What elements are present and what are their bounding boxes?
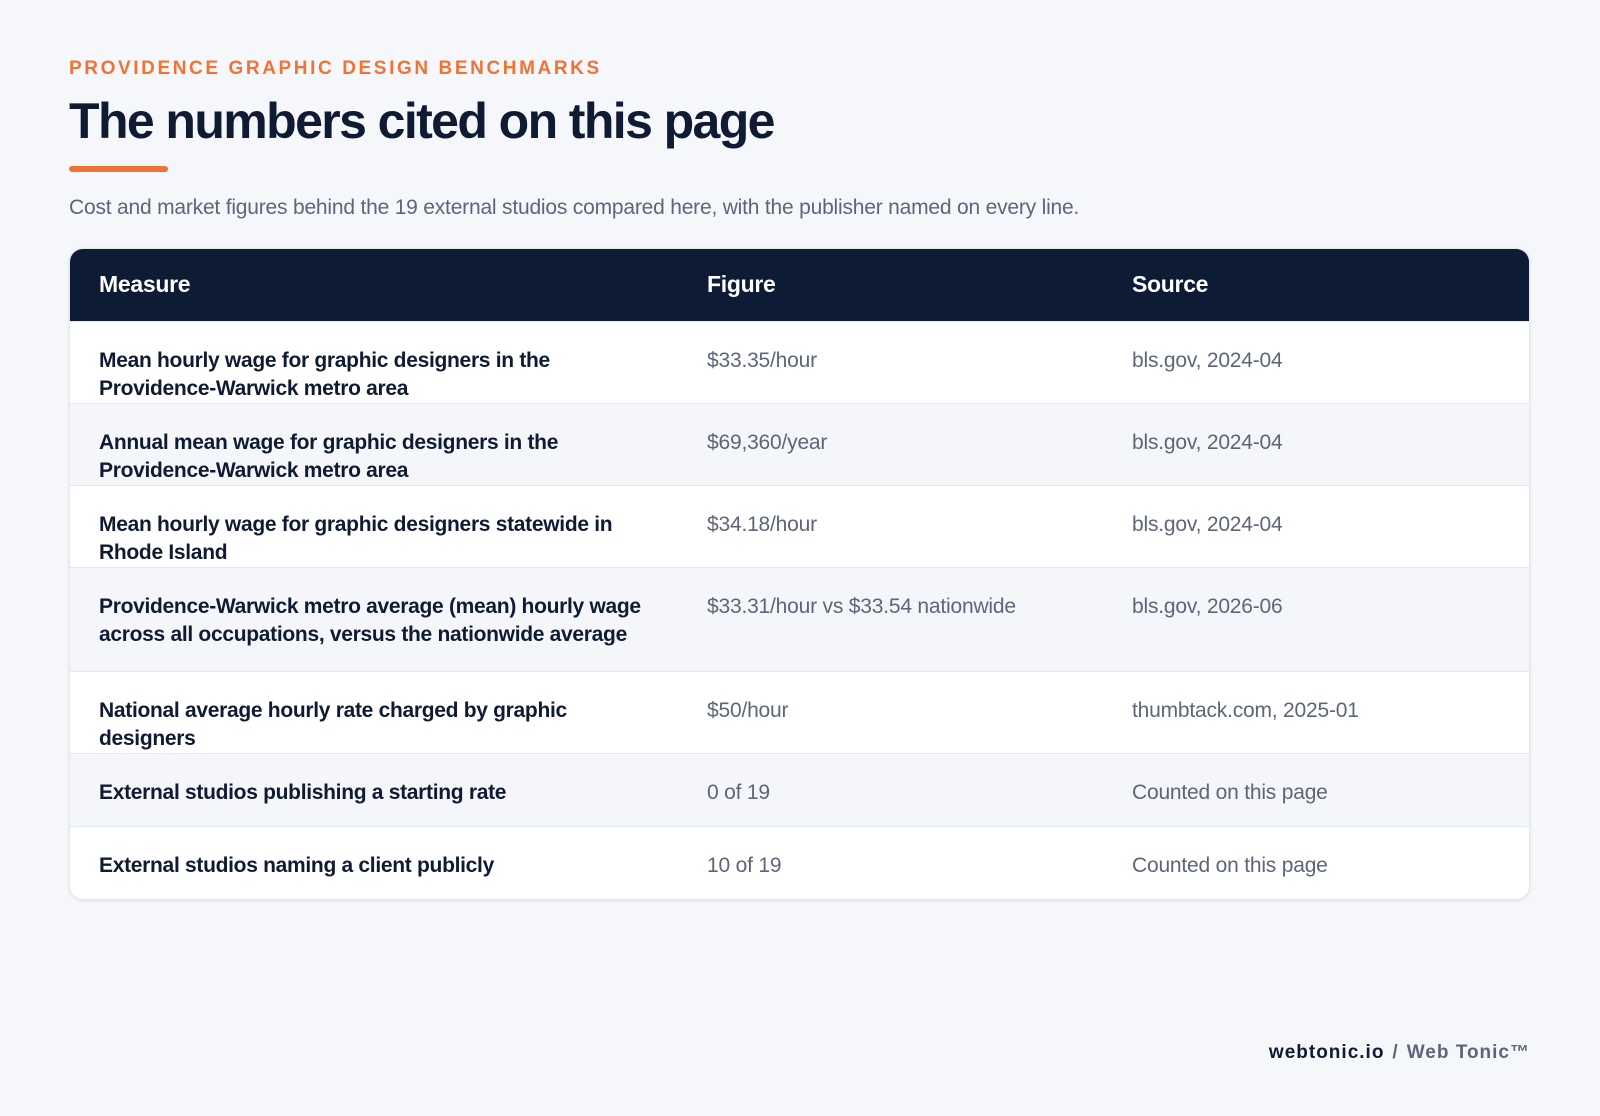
source-cell: bls.gov, 2024-04: [1132, 348, 1283, 372]
measure-cell: External studios publishing a starting rate: [99, 780, 507, 804]
measure-cell: External studios naming a client publicly: [99, 853, 494, 877]
measure-cell: Providence-Warwick metro average (mean) hourly wage across all occupations, versus the nationwide average: [99, 594, 641, 646]
figure-cell: 0 of 19: [707, 780, 770, 804]
benchmarks-table: [70, 249, 1530, 899]
figure-cell: $33.31/hour vs $33.54 nationwide: [707, 594, 1016, 618]
source-cell: bls.gov, 2026-06: [1132, 594, 1283, 618]
figure-cell: $50/hour: [707, 698, 789, 722]
measure-cell: Mean hourly wage for graphic designers statewide in Rhode Island: [99, 512, 613, 564]
table-row: [70, 826, 1530, 899]
column-header-figure: Figure: [707, 271, 776, 298]
footer-brand: Web Tonic™: [1406, 1042, 1530, 1063]
figure-cell: $69,360/year: [707, 430, 828, 454]
figure-cell: 10 of 19: [707, 853, 782, 877]
measure-cell: Annual mean wage for graphic designers in the Providence-Warwick metro area: [99, 430, 559, 482]
eyebrow-label: PROVIDENCE GRAPHIC DESIGN BENCHMARKS: [69, 58, 602, 79]
footer-domain: webtonic.io: [1268, 1042, 1385, 1063]
measure-cell: National average hourly rate charged by graphic designers: [99, 698, 567, 750]
footer-separator: /: [1392, 1042, 1399, 1063]
column-header-measure: Measure: [99, 271, 191, 298]
source-cell: bls.gov, 2024-04: [1132, 512, 1283, 536]
table-row: [70, 753, 1530, 826]
table-row: [70, 671, 1530, 753]
page-subtitle: Cost and market figures behind the 19 external studios compared here, with the publisher named on every line.: [69, 196, 1080, 219]
table-header: [70, 249, 1530, 321]
footer-credit: [1269, 1042, 1530, 1064]
table-row: [70, 567, 1530, 671]
table-body: [70, 321, 1530, 899]
table-row: [70, 485, 1530, 567]
page-title: The numbers cited on this page: [69, 93, 774, 149]
figure-cell: $33.35/hour: [707, 348, 817, 372]
benchmarks-table-card: [69, 248, 1530, 900]
source-cell: Counted on this page: [1132, 853, 1328, 877]
table-row: [70, 403, 1530, 485]
column-header-source: Source: [1132, 271, 1209, 298]
source-cell: bls.gov, 2024-04: [1132, 430, 1283, 454]
measure-cell: Mean hourly wage for graphic designers in the Providence-Warwick metro area: [99, 348, 550, 400]
source-cell: thumbtack.com, 2025-01: [1132, 698, 1359, 722]
table-row: [70, 321, 1530, 403]
title-accent-rule: [69, 166, 168, 172]
figure-cell: $34.18/hour: [707, 512, 817, 536]
source-cell: Counted on this page: [1132, 780, 1328, 804]
